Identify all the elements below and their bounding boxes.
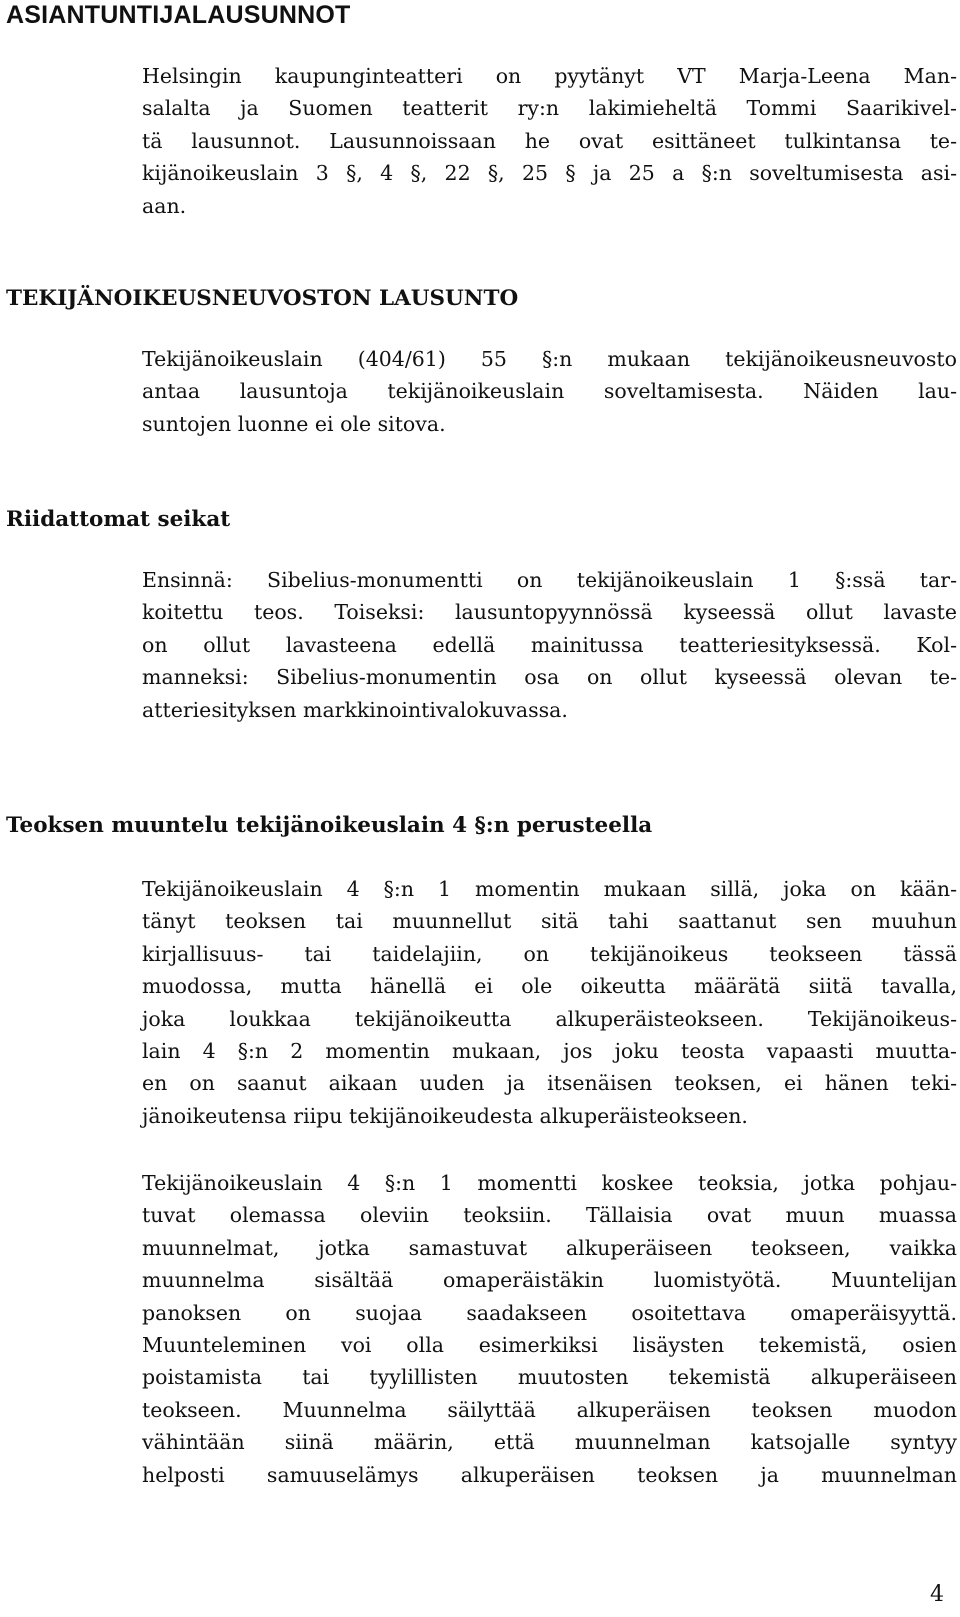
council-paragraph — [142, 343, 957, 440]
modification-line: muunnelma sisältää omaperäistäkin luomistyötä. Muuntelijan — [142, 1268, 957, 1293]
undisputed-line: manneksi: Sibelius-monumentin osa on ollut kyseessä olevan te- — [142, 665, 957, 690]
page-number: 4 — [930, 1582, 944, 1607]
modification-line: jänoikeutensa riipu tekijänoikeudesta alkuperäisteokseen. — [142, 1103, 748, 1128]
document-heading: ASIANTUNTIJALAUSUNNOT — [6, 1, 351, 29]
modification-line: teokseen. Muunnelma säilyttää alkuperäisen teoksen muodon — [142, 1397, 957, 1422]
modification-line: helposti samuuselämys alkuperäisen teoksen ja muunnelman — [142, 1462, 957, 1487]
modification-line: en on saanut aikaan uuden ja itsenäisen teoksen, ei hänen teki- — [142, 1071, 957, 1096]
intro-line: kijänoikeuslain 3 §, 4 §, 22 §, 25 § ja 25 a §:n soveltumisesta asi- — [142, 161, 957, 186]
intro-line: Helsingin kaupunginteatteri on pyytänyt VT Marja-Leena Man- — [142, 64, 957, 88]
intro-paragraph — [142, 60, 957, 222]
undisputed-line: atteriesityksen markkinointivalokuvassa. — [142, 697, 568, 722]
modification-line: vähintään siinä määrin, että muunnelman katsojalle syntyy — [142, 1430, 957, 1455]
modification-line: Muunteleminen voi olla esimerkiksi lisäysten tekemistä, osien — [142, 1333, 957, 1358]
intro-line: salalta ja Suomen teatterit ry:n lakimieheltä Tommi Saarikivel- — [142, 96, 957, 121]
intro-line: aan. — [142, 193, 187, 218]
council-heading: TEKIJÄNOIKEUSNEUVOSTON LAUSUNTO — [6, 286, 519, 311]
modification-line: kirjallisuus- tai taidelajiin, on tekijänoikeus teokseen tässä — [142, 941, 957, 966]
modification-line: poistamista tai tyylillisten muutosten tekemistä alkuperäiseen — [142, 1365, 957, 1390]
modification-line: Tekijänoikeuslain 4 §:n 1 momentin mukaan sillä, joka on kään- — [142, 877, 957, 901]
modification-line: tänyt teoksen tai muunnellut sitä tahi saattanut sen muuhun — [142, 909, 957, 934]
modification-paragraph-1 — [142, 873, 957, 1132]
modification-paragraph-2 — [142, 1167, 957, 1491]
modification-line: panoksen on suojaa saadakseen osoitettava omaperäisyyttä. — [142, 1300, 957, 1325]
intro-line: tä lausunnot. Lausunnoissaan he ovat esittäneet tulkintansa te- — [142, 128, 957, 153]
undisputed-line: on ollut lavasteena edellä mainitussa teatteriesityksessä. Kol- — [142, 632, 957, 657]
modification-line: Tekijänoikeuslain 4 §:n 1 momentti koskee teoksia, jotka pohjau- — [142, 1171, 957, 1195]
undisputed-paragraph — [142, 564, 957, 726]
undisputed-line: Ensinnä: Sibelius-monumentti on tekijänoikeuslain 1 §:ssä tar- — [142, 568, 957, 592]
council-line: antaa lausuntoja tekijänoikeuslain soveltamisesta. Näiden lau- — [142, 379, 957, 404]
modification-line: muodossa, mutta hänellä ei ole oikeutta määrätä siitä tavalla, — [142, 974, 957, 999]
council-line: Tekijänoikeuslain (404/61) 55 §:n mukaan tekijänoikeusneuvosto — [142, 347, 957, 371]
council-line: suntojen luonne ei ole sitova. — [142, 411, 446, 436]
modification-line: tuvat olemassa oleviin teoksiin. Tällaisia ovat muun muassa — [142, 1203, 957, 1228]
undisputed-heading: Riidattomat seikat — [6, 507, 231, 532]
modification-line: joka loukkaa tekijänoikeutta alkuperäisteokseen. Tekijänoikeus- — [142, 1006, 957, 1031]
modification-line: lain 4 §:n 2 momentin mukaan, jos joku teosta vapaasti muutta- — [142, 1039, 957, 1064]
modification-line: muunnelmat, jotka samastuvat alkuperäiseen teokseen, vaikka — [142, 1235, 957, 1260]
modification-heading: Teoksen muuntelu tekijänoikeuslain 4 §:n perusteella — [6, 813, 653, 838]
undisputed-line: koitettu teos. Toiseksi: lausuntopyynnössä kyseessä ollut lavaste — [142, 600, 957, 625]
